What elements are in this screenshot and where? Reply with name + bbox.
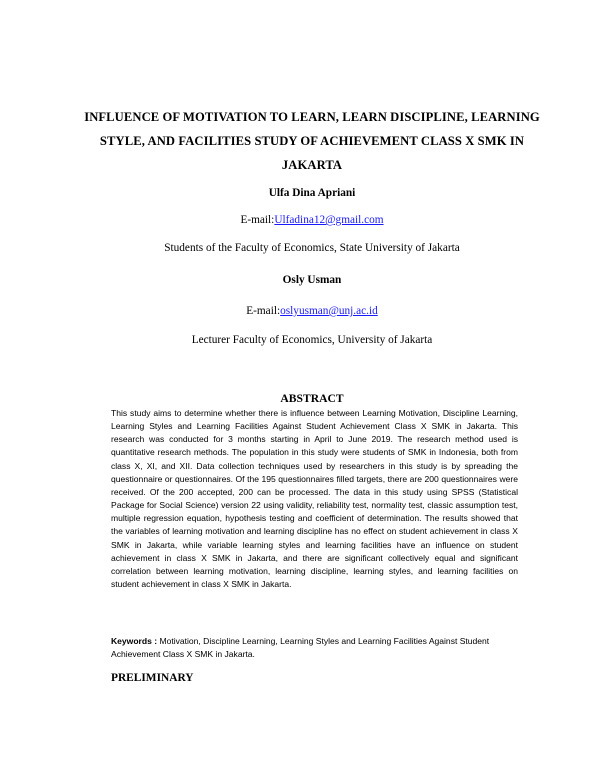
author-1-name: Ulfa Dina Apriani [268, 187, 356, 199]
abstract-heading: ABSTRACT [280, 392, 344, 405]
keywords-label: Keywords : [111, 636, 158, 646]
section-heading-preliminary: PRELIMINARY [111, 672, 194, 684]
author-2-email-label: E-mail: [246, 305, 281, 317]
keywords-text: Motivation, Discipline Learning, Learning Styles and Learning Facilities Against Student Achievement Class X SMK in Jakarta. [111, 636, 490, 659]
author-2-email-link[interactable]: oslyusman@unj.ac.id [280, 305, 378, 317]
author-1-affiliation: Students of the Faculty of Economics, State University of Jakarta [164, 242, 460, 254]
author-2-affiliation: Lecturer Faculty of Economics, University of Jakarta [191, 334, 433, 346]
author-1-email-label: E-mail: [240, 214, 275, 226]
author-1-email-line [80, 213, 544, 227]
author-2-name: Osly Usman [282, 274, 342, 286]
author-2-email-line [80, 304, 544, 318]
author-1-email-link[interactable]: Ulfadina12@gmail.com [274, 214, 384, 226]
abstract-text: This study aims to determine whether there is influence between Learning Motivation, Discipline Learning, Learning Styles and Learning Facilities Against Student Achievement Class X SMK in Jakarta. This research was conducted for 3 months starting in April to June 2019. The research method used is quantitative research methods. The population in this study were students of SMK in Indonesia, both from class X, XI, and XII. Data collection techniques used by researchers in this study is by spreading the questionnaire or questionnaires. Of the 195 questionnaires filled targets, there are 200 questionnaires were received. Of the 200 accepted, 200 can be processed. The data in this study using SPSS (Statistical Package for Social Science) version 22 using validity, reliability test, normality test, classic assumption test, multiple regression equation, hypothesis testing and coefficient of determination. The results showed that the variables of learning motivation and learning discipline has no effect on student achievement in class X SMK in Jakarta, while variable learning styles and learning facilities have an influence on student achievement in class X SMK in Jakarta, and there are significant collectively equal and significant correlation between learning motivation, learning discipline, learning styles, and learning facilities on student achievement in class X SMK in Jakarta. [111, 408, 518, 590]
paper-title: INFLUENCE OF MOTIVATION TO LEARN, LEARN DISCIPLINE, LEARNING STYLE, AND FACILITIES STUDY OF ACHIEVEMENT CLASS X SMK IN JAKARTA [84, 110, 540, 172]
keywords-paragraph [111, 635, 518, 661]
